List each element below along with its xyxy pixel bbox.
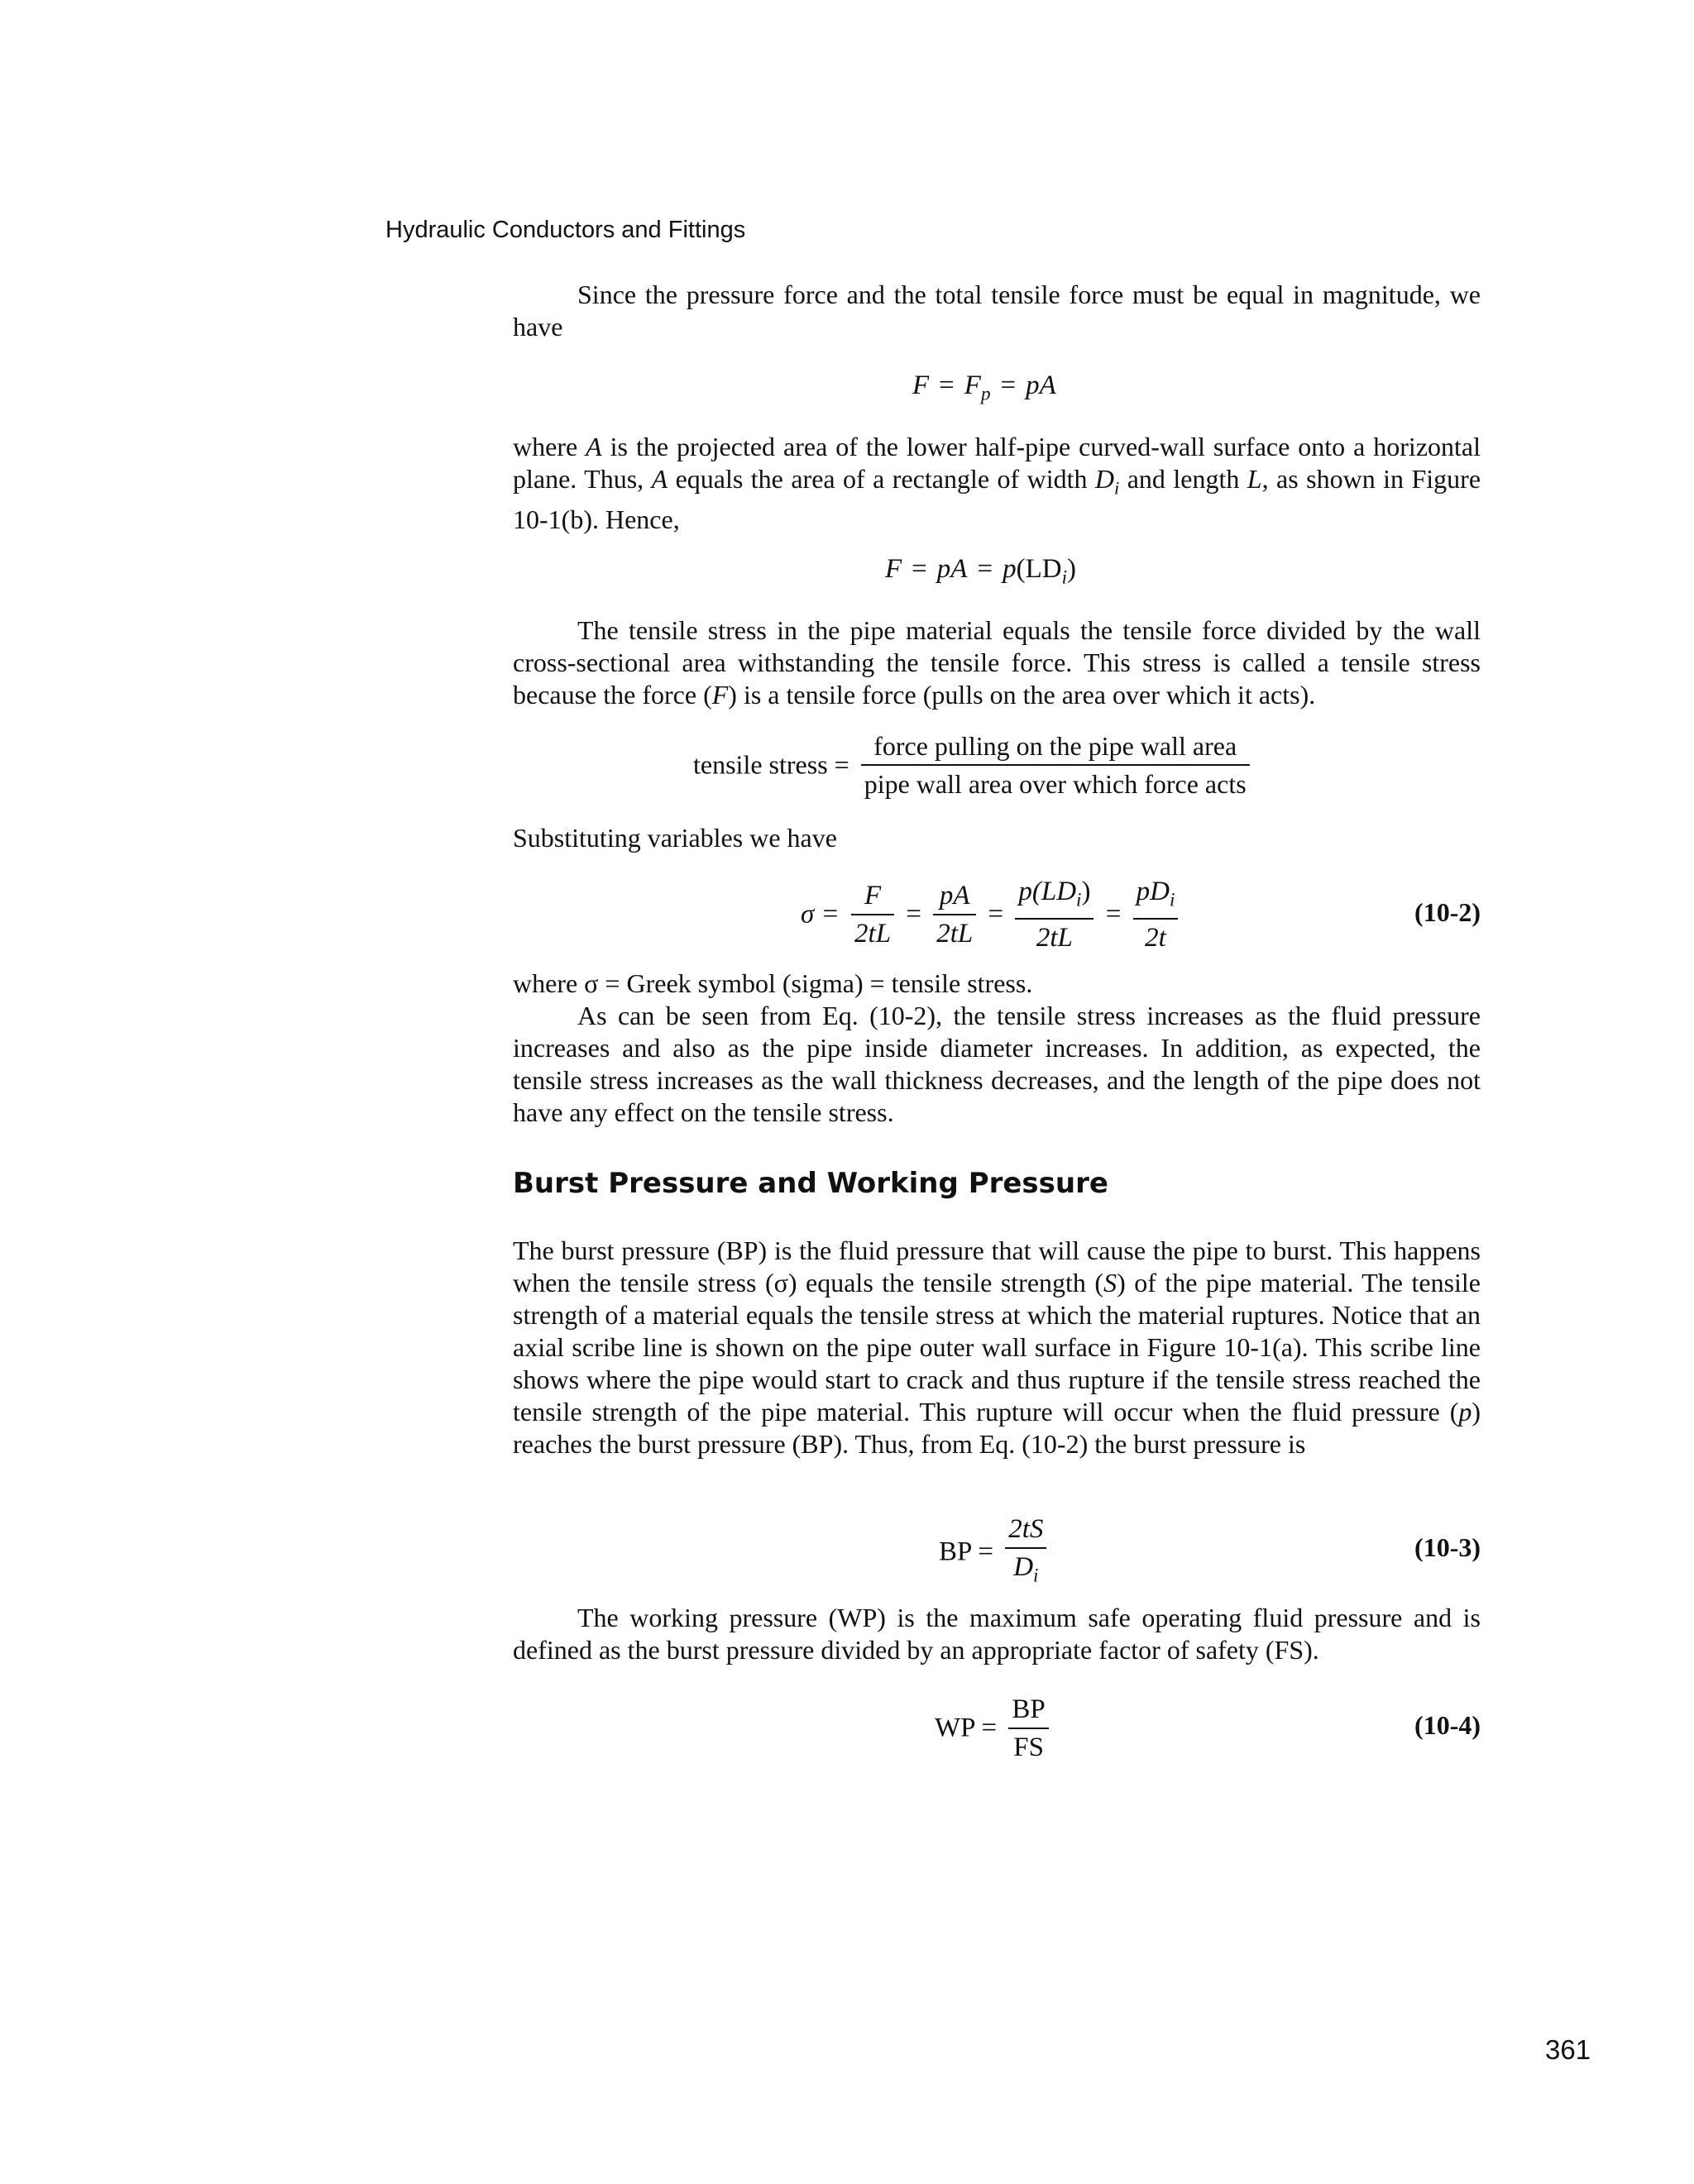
paragraph-sigma-definition: where σ = Greek symbol (sigma) = tensile stress. [513,968,1033,998]
paragraph-tensile-stress: The tensile stress in the pipe material equals the tensile force divided by the wall cross-sectional area withstanding the tensile force. This stress is called a tensile stress because the force (F) is a tensile force (pulls on the area over which it acts). [513,615,1481,710]
equation-force-area: F = pA = $p(LD_i)$ [885,554,1076,588]
equation-burst-pressure: BP = $\frac{2tS}{D_i}$ [939,1511,1051,1594]
paragraph-burst-pressure: The burst pressure (BP) is the fluid pressure that will cause the pipe to burst. This happens when the tensile stress (σ) equals the tensile strength (S) of the pipe material. The tensile strength of a material equals the tensile stress at which the material ruptures. Notice that an axial scribe line is shown on the pipe outer wall surface in Figure 10-1(a). This scribe line shows where the pipe would start to crack and thus rupture if the tensile stress reached the tensile strength of the pipe material. This rupture will occur when the fluid pressure (p) reaches the burst pressure (BP). Thus, from Eq. (10-2) the burst pressure is [513,1235,1481,1459]
equation-sigma: σ = $\frac{F}{2tL}$ = $\frac{pA}{2tL}$ = $\frac{p(LD_i)}{2tL}$ = $\frac{pD_i}{2t}$ [801,873,1183,956]
equation-working-pressure: WP = $\frac{BP}{FS}$ [935,1691,1054,1766]
paragraph-tensile-effects: As can be seen from Eq. (10-2), the tensile stress increases as the fluid pressure increases and also as the pipe inside diameter increases. In addition, as expected, the tensile stress increases as the wall thickness decreases, and the length of the pipe does not have any effect on the tensile stress. [513,1001,1481,1127]
section-heading: Burst Pressure and Working Pressure [513,1167,1108,1200]
running-head: Hydraulic Conductors and Fittings [385,217,746,243]
paragraph-intro: Since the pressure force and the total tensile force must be equal in magnitude, we have [513,280,1481,342]
paragraph-projected-area: where A is the projected area of the lower half-pipe curved-wall surface onto a horizontal plane. Thus, A equals the area of a rectangle of width $D_i$ and length L, as shown in Figure 10-1(b). Hence, [513,432,1481,535]
equation-number-10-3: (10-3) [1414,1532,1481,1562]
paragraph-working-pressure: The working pressure (WP) is the maximum safe operating fluid pressure and is defined as the burst pressure divided by an appropriate factor of safety (FS). [513,1603,1481,1665]
page-number: 361 [1545,2034,1591,2065]
equation-number-10-2: (10-2) [1414,897,1481,927]
paragraph-substituting: Substituting variables we have [513,823,837,853]
equation-force-balance: $F = F_p$ = pA [912,370,1056,404]
equation-tensile-stress-definition: tensile stress = $\frac{\text{force pulling on the pipe wall area}}{\text{pipe wall area over which force acts}}$ [693,728,1255,802]
equation-number-10-4: (10-4) [1414,1710,1481,1740]
